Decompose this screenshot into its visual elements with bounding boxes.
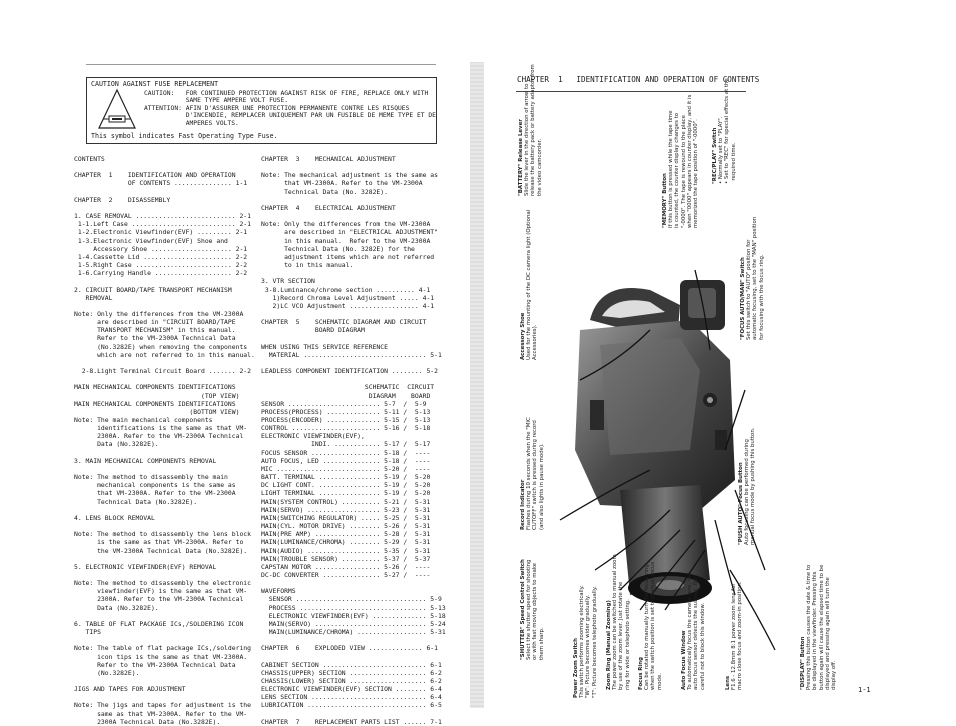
caution-box [86,77,437,144]
fuse-warning-icon [97,88,137,130]
top-rule [86,64,436,65]
callout-rec-play-switch: "REC/PLAY" Switch • Normally set to "PLAY". • Set to "REC" for special effects at the required time. [712,78,737,184]
page-number: 1-1 [858,686,871,694]
callout-focus-ring: Focus Ring Can be rotated to manually turn the focus ring when the switch position is set to manual focus mode. [638,561,663,690]
contents-column-left: CONTENTS CHAPTER 1 IDENTIFICATION AND OPERATION OF CONTENTS ............... 1-1 CHAPTER 2 DISASSEMBLY 1. CASE REMOVAL .......................... 2-1 1-1.Left Case ........................... 2-1 1-2.Electronic Viewfinder(EVF) ......... 2-1 1-3.Electronic Viewfinder(EVF) Shoe and Accessory Shoe ..................... 2-1 1-4.Cassette Lid ....................... 2-2 1-5.Right Case ......................... 2-2 1-6.Carrying Handle .................... 2-2 2. CIRCUIT BOARD/TAPE TRANSPORT MECHANISM REMOVAL Note: Only the differences from the VM-2300A are described in "CIRCUIT BOARD/TAPE TRANSPORT MECHANISM" in this manual. Refer to the VM-2300A Technical Data (No.3282E) when removing the components which are not referred to in this manual. 2-8.Light Terminal Circuit Board ....... 2-2 MAIN MECHANICAL COMPONENTS IDENTIFICATIONS (TOP VIEW) MAIN MECHANICAL COMPONENTS IDENTIFICATIONS (BOTTOM VIEW) Note: The main mechanical components identifications is the same as that VM- 2300A. Refer to the VM-2300A Technical Data (No.3282E). 3. MAIN MECHANICAL COMPONENTS REMOVAL Note: The method to disassembly the main mechanical components is the same as that VM-2300A. Refer to the VM-2300A Technical Data (No.3282E). 4. LENS BLOCK REMOVAL Note: The method to disassembly the lens block is the same as that VM-2300A. Refer to the VM-2300A Technical Data (No.3282E). 5. ELECTRONIC VIEWFINDER(EVF) REMOVAL Note: The method to disassembly the electronic viewfinder(EVF) is the same as that VM- 2300A. Refer to the VM-2300A Technical Data (No.3282E). 6. TABLE OF FLAT PACKAGE ICs,/SOLDERING ICON TIPS Note: The table of flat package ICs,/soldering icon tips is the same as that VM-2300A. Refer to the VM-2300A Technical Data (No.3282E). JIGS AND TAPES FOR ADJUSTMENT Note: The jigs and tapes for adjustment is the same as that VM-2300A. Refer to the VM- 2300A Technical Data (No.3282E). [74,155,255,726]
callout-push-auto-focus: "PUSH AUTO" Focus Button Auto focusing can be performed during manual focus mode by pushing this button. [738,427,757,545]
callout-zoom-ring: Zoom Ring (Manual Zooming) The power zoom can be switched to manual zoom by use of the zoom lever. Just rotate the ring for wide or telephoto setting. [606,554,631,690]
callout-shutter-switch: "SHUTTER" Speed Control Switch Select the shutter speed for shooting or with fast moving objects to make them sharp. [520,559,545,660]
page-gutter [470,62,484,708]
caution-footer: This symbol indicates Fast Operating Type Fuse. [91,132,278,140]
callout-battery-release: "BATTERY" Release Lever Slide the lever in the direction of arrow to release the battery pack or battery adaptor from the video camcorder. [518,64,543,196]
chapter-title: CHAPTER 1 IDENTIFICATION AND OPERATION OF CONTENTS [517,75,760,84]
callout-power-zoom: Power Zoom Switch This switch performs zooming electrically. "W": Picture becomes wider gradually. "T": Picture becomes telephoto gradually. [573,585,598,698]
callout-record-indicator: Record Indicator Flashes during 10 seconds when the "MIC CUTOFF" switch is pressed during record (and also lights in pause mode). [520,417,545,530]
callout-focus-auto-man: "FOCUS AUTO/MAN" Switch Set this switch to "AUTO" position for automatic focusing, set to the "MAN" position for focusing with the focus ring. [740,216,765,340]
callout-memory-button: "MEMORY" Button If this button is pressed while the tape time is counted, the counter display changes to "-0000". The tape is rewound to the place when "0000" appears in counter display, and it is memorized the tape position of "-0000". [662,94,700,228]
callout-display-button: "DISPLAY" Button Pressing this button causes the date & time to be displayed in the viewfinder. Pressing this button again will cause the elapsed time to be displayed and pressing again will turn the display off. [800,564,838,690]
contents-column-right: CHAPTER 3 MECHANICAL ADJUSTMENT Note: The mechanical adjustment is the same as that VM-2300A. Refer to the VM-2300A Technical Data (No. 3282E). CHAPTER 4 ELECTRICAL ADJUSTMENT Note: Only the differences from the VM-2300A are described in "ELECTRICAL ADJUSTMENT" in this manual. Refer to the VM-2300A Technical Data (No. 3282E) for the adjustment items which are not referred to in this manual. 3. VTR SECTION 3-8.Luminance/chrome section .......... 4-1 1)Record Chroma Level Adjustment ..... 4-1 2)LC VCO Adjustment .................. 4-1 CHAPTER 5 SCHEMATIC DIAGRAM AND CIRCUIT BOARD DIAGRAM WHEN USING THIS SERVICE REFERENCE MATERIAL ................................ 5-1 LEADLESS COMPONENT IDENTIFICATION ........ 5-2 SCHEMATIC CIRCUIT DIAGRAM BOARD SENSOR ........................ 5-7 / 5-9 PROCESS(PROCESS) .............. 5-11 / 5-13 PROCESS(ENCODER) .............. 5-15 / 5-13 CONTROL ....................... 5-16 / 5-18 ELECTRONIC VIEWFINDER(EVF), INDI. ............ 5-17 / 5-17 FOCUS SENSOR .................. 5-18 / ---- AUTO FOCUS, LED ............... 5-18 / ---- MIC ........................... 5-20 / ---- BATT. TERMINAL ................ 5-19 / 5-20 DC LIGHT CONT. ................ 5-19 / 5-20 LIGHT TERMINAL ................ 5-19 / 5-20 MAIN(SYSTEM CONTROL) .......... 5-21 / 5-31 MAIN(SERVO) ................... 5-23 / 5-31 MAIN(SWITCHING REGULATOR) ..... 5-25 / 5-31 MAIN(CYL. MOTOR DRIVE) ........ 5-26 / 5-31 MAIN(PRE AMP) ................. 5-28 / 5-31 MAIN(LUMINANCE/CHROMA) ........ 5-29 / 5-31 MAIN(AUDIO) ................... 5-35 / 5-31 MAIN(TROUBLE SENSOR) .......... 5-37 / 5-37 CAPSTAN MOTOR ................. 5-26 / ---- DC-DC CONVERTER ............... 5-27 / ---- WAVEFORMS SENSOR .................................. 5-9 PROCESS ................................. 5-13 ELECTRONIC VIEWFINDER(EVF) .............. 5-18 MAIN(SERVO) ............................. 5-24 MAIN(LUMINANCE/CHROMA) .................. 5-31 CHAPTER 6 EXPLODED VIEW .............. 6-1 CABINET SECTION ........................... 6-1 CHASSIS(UPPER) SECTION .................... 6-2 CHASSIS(LOWER) SECTION .................... 6-2 ELECTRONIC VIEWFINDER(EVF) SECTION ........ 6-4 LENS SECTION .............................. 6-4 LUBRICATION ............................... 6-5 CHAPTER 7 REPLACEMENT PARTS LIST ...... 7-1 [261,155,446,726]
caution-text: CAUTION: FOR CONTINUED PROTECTION AGAINST RISK OF FIRE, REPLACE ONLY WITH SAME TYPE AMPERE VOLT FUSE. ATTENTION: AFIN D'ASSURER UNE PROTECTION PERMANENTE CONTRE LES RISQUES D'INCENDIE, REMPLACER UNIQUEMENT PAR UN FUSIBLE DE MEME TYPE ET DE AMPERES VOLTS. [144,90,436,127]
callout-auto-focus-window: Auto Focus Window To automatically focus the camera lens, the auto focus sensor detects the subject. Be careful not to block this window. [681,572,706,690]
caution-heading: CAUTION AGAINST FUSE REPLACEMENT [91,80,219,88]
callout-lens: Lens F1.6 - 12.8mm 8:1 power zoom lens for macro close focus and zoom-in position. [725,581,744,690]
callout-accessory-shoe: Accessory Shoe Used for the mounting of the DC camera light (Optional Accessories). [520,209,539,360]
